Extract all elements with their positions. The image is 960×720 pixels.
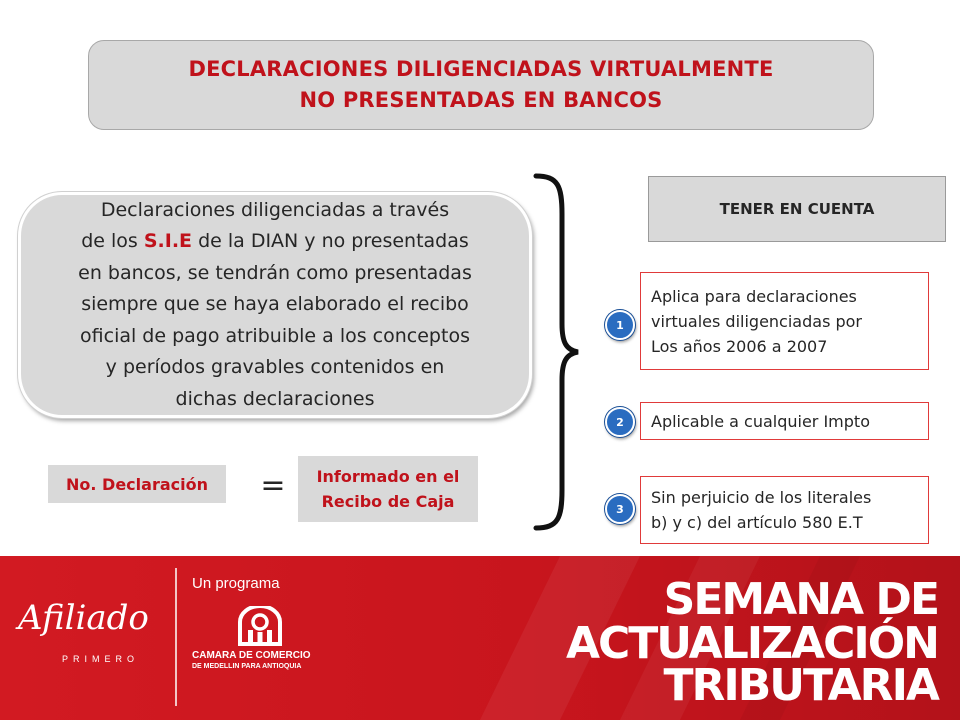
item-1-line-3: Los años 2006 a 2007: [651, 336, 828, 356]
event-title-line-3: TRIBUTARIA: [663, 660, 938, 711]
afiliado-logo: Afiliado: [18, 598, 149, 638]
main-line-7: dichas declaraciones: [175, 387, 375, 410]
declaration-number-text: No. Declaración: [66, 474, 208, 494]
main-line-2-pre: de los: [81, 230, 144, 253]
afiliado-logo-sub: PRIMERO: [62, 654, 140, 664]
equals-sign: =: [260, 468, 286, 503]
event-title-line-1: SEMANA DE: [663, 574, 938, 625]
item-3-line-1: Sin perjuicio de los literales: [651, 488, 872, 507]
main-explanation-box: [18, 192, 532, 418]
consideration-item-1: [640, 272, 929, 370]
declaration-number-label: [48, 465, 226, 503]
item-1-line-2: virtuales diligenciadas por: [651, 311, 863, 331]
main-line-4: siempre que se haya elaborado el recibo: [81, 293, 469, 316]
number-badge-1: 1: [605, 310, 635, 340]
title-line-2: NO PRESENTADAS EN BANCOS: [299, 88, 663, 112]
main-line-2-post: de la DIAN y no presentadas: [192, 230, 469, 253]
chamber-subname: DE MEDELLIN PARA ANTIOQUIA: [192, 663, 302, 670]
item-3-line-2: b) y c) del artículo 580 E.T: [651, 513, 863, 532]
item-2-line-1: Aplicable a cualquier Impto: [651, 411, 870, 431]
consideration-item-3: [640, 476, 929, 544]
event-title-line-2: ACTUALIZACIÓN: [565, 618, 938, 669]
main-line-2: [81, 226, 469, 258]
main-line-1: Declaraciones diligenciadas a través: [100, 198, 450, 221]
receipt-line-1: Informado en el: [316, 467, 460, 486]
program-label: Un programa: [192, 575, 280, 592]
considerations-header: TENER EN CUENTA: [648, 176, 946, 242]
curly-brace-icon: [530, 172, 590, 532]
sie-highlight: S.I.E: [143, 230, 193, 253]
number-badge-3: 3: [605, 494, 635, 524]
title-box: [88, 40, 874, 130]
main-line-3: en bancos, se tendrán como presentadas: [78, 261, 472, 284]
consideration-item-2: [640, 402, 929, 440]
receipt-line-2: Recibo de Caja: [321, 492, 455, 511]
receipt-label: [298, 456, 478, 522]
main-line-6: y períodos gravables contenidos en: [105, 356, 445, 379]
item-1-line-1: Aplica para declaraciones: [651, 286, 857, 306]
number-badge-2: 2: [605, 407, 635, 437]
chamber-logo-icon: [236, 606, 284, 646]
chamber-name: CAMARA DE COMERCIO: [192, 650, 311, 661]
title-line-1: DECLARACIONES DILIGENCIADAS VIRTUALMENTE: [188, 57, 774, 81]
main-line-5: oficial de pago atribuible a los conceptos: [80, 324, 470, 347]
